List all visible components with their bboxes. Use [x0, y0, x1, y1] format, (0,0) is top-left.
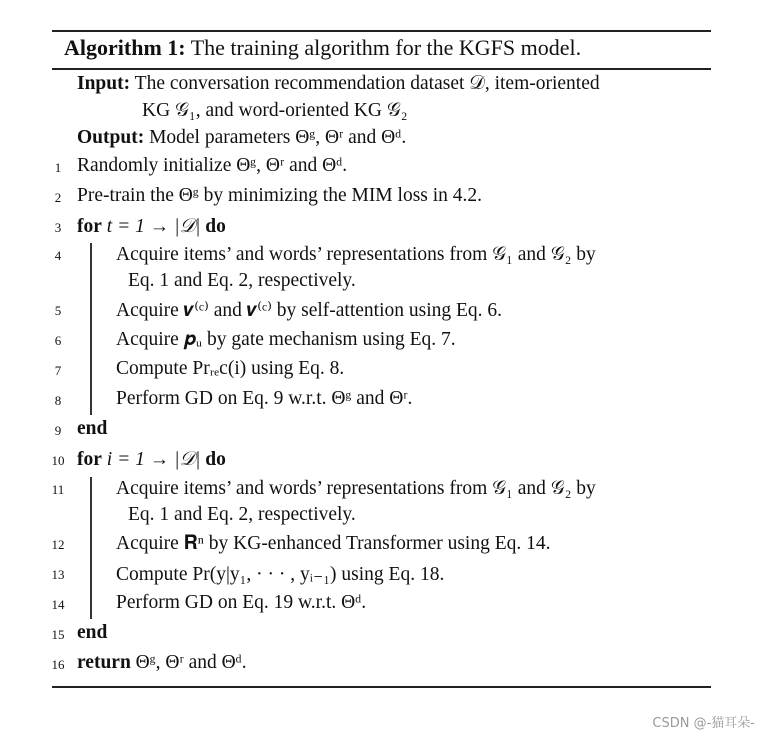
- line-text: Θᵍ, Θʳ and Θᵈ.: [135, 652, 247, 673]
- line-text: Acquire items’ and words’ representations from 𝒢₁ and 𝒢₂ by: [116, 244, 596, 265]
- line-text: Eq. 1 and Eq. 2, respectively.: [128, 270, 356, 291]
- line-number: 7: [54, 363, 62, 378]
- algorithm-caption: [64, 35, 581, 61]
- algo-line-4-continued: [128, 270, 356, 292]
- line-number: 8: [54, 393, 62, 408]
- line-text: Perform GD on Eq. 9 w.r.t. Θᵍ and Θʳ.: [116, 388, 413, 409]
- line-text: i = 1 → |𝒟|: [106, 449, 201, 470]
- keyword-do: do: [205, 449, 226, 470]
- line-number: 5: [54, 303, 62, 318]
- line-number: 1: [54, 160, 62, 175]
- line-number: 9: [54, 423, 62, 438]
- algorithm-label: Algorithm 1:: [64, 35, 186, 60]
- top-rule: [52, 30, 711, 32]
- line-text: Randomly initialize Θᵍ, Θʳ and Θᵈ.: [77, 155, 348, 176]
- watermark: CSDN @-猫耳朵-: [652, 716, 755, 731]
- output-label: Output:: [77, 127, 145, 148]
- line-number: 4: [54, 248, 62, 263]
- loop-bar-2: [90, 477, 92, 619]
- line-text: Perform GD on Eq. 19 w.r.t. Θᵈ.: [116, 592, 367, 613]
- line-number: 16: [51, 657, 65, 672]
- algo-line-11-continued: [128, 504, 356, 526]
- line-number: 3: [54, 220, 62, 235]
- algorithm-box: [52, 0, 711, 741]
- keyword-end: end: [77, 418, 108, 439]
- line-text: Acquire 𝒑ᵤ by gate mechanism using Eq. 7.: [116, 329, 456, 350]
- line-text: Eq. 1 and Eq. 2, respectively.: [128, 504, 356, 525]
- keyword-return: return: [77, 652, 131, 673]
- algorithm-title: The training algorithm for the KGFS model.: [190, 35, 582, 60]
- line-number: 13: [51, 567, 65, 582]
- input-label: Input:: [77, 73, 131, 94]
- line-number: 12: [51, 537, 65, 552]
- line-number: 2: [54, 190, 62, 205]
- line-text: Compute Pr(y|y₁, · · · , yᵢ₋₁) using Eq. 18.: [116, 564, 445, 585]
- output-text: Model parameters Θᵍ, Θʳ and Θᵈ.: [149, 127, 407, 148]
- line-text: Pre-train the Θᵍ by minimizing the MIM loss in 4.2.: [77, 185, 483, 206]
- line-text: Acquire 𝐑ⁿ by KG-enhanced Transformer using Eq. 14.: [116, 533, 551, 554]
- line-number: 14: [51, 597, 65, 612]
- line-text: Compute Prᵣₑc(i) using Eq. 8.: [116, 358, 345, 379]
- line-text: Acquire 𝒗⁽ᶜ⁾ and 𝒗⁽ᶜ⁾ by self-attention using Eq. 6.: [116, 300, 503, 321]
- line-number: 10: [51, 453, 65, 468]
- input-text-1: The conversation recommendation dataset 𝒟, item-oriented: [134, 73, 600, 94]
- line-number: 6: [54, 333, 62, 348]
- input-line: [77, 72, 600, 95]
- input-text-2: KG 𝒢₁, and word-oriented KG 𝒢₂: [142, 100, 408, 121]
- keyword-for: for: [77, 216, 102, 237]
- keyword-for: for: [77, 449, 102, 470]
- bottom-rule: [52, 686, 711, 688]
- line-number: 15: [51, 627, 65, 642]
- line-text: Acquire items’ and words’ representations from 𝒢₁ and 𝒢₂ by: [116, 478, 596, 499]
- line-number: 11: [51, 482, 65, 497]
- header-rule: [52, 68, 711, 70]
- output-line: [77, 127, 406, 149]
- input-line-continued: [142, 99, 408, 122]
- line-text: t = 1 → |𝒟|: [106, 216, 201, 237]
- keyword-end: end: [77, 622, 108, 643]
- keyword-do: do: [205, 216, 226, 237]
- loop-bar-1: [90, 243, 92, 415]
